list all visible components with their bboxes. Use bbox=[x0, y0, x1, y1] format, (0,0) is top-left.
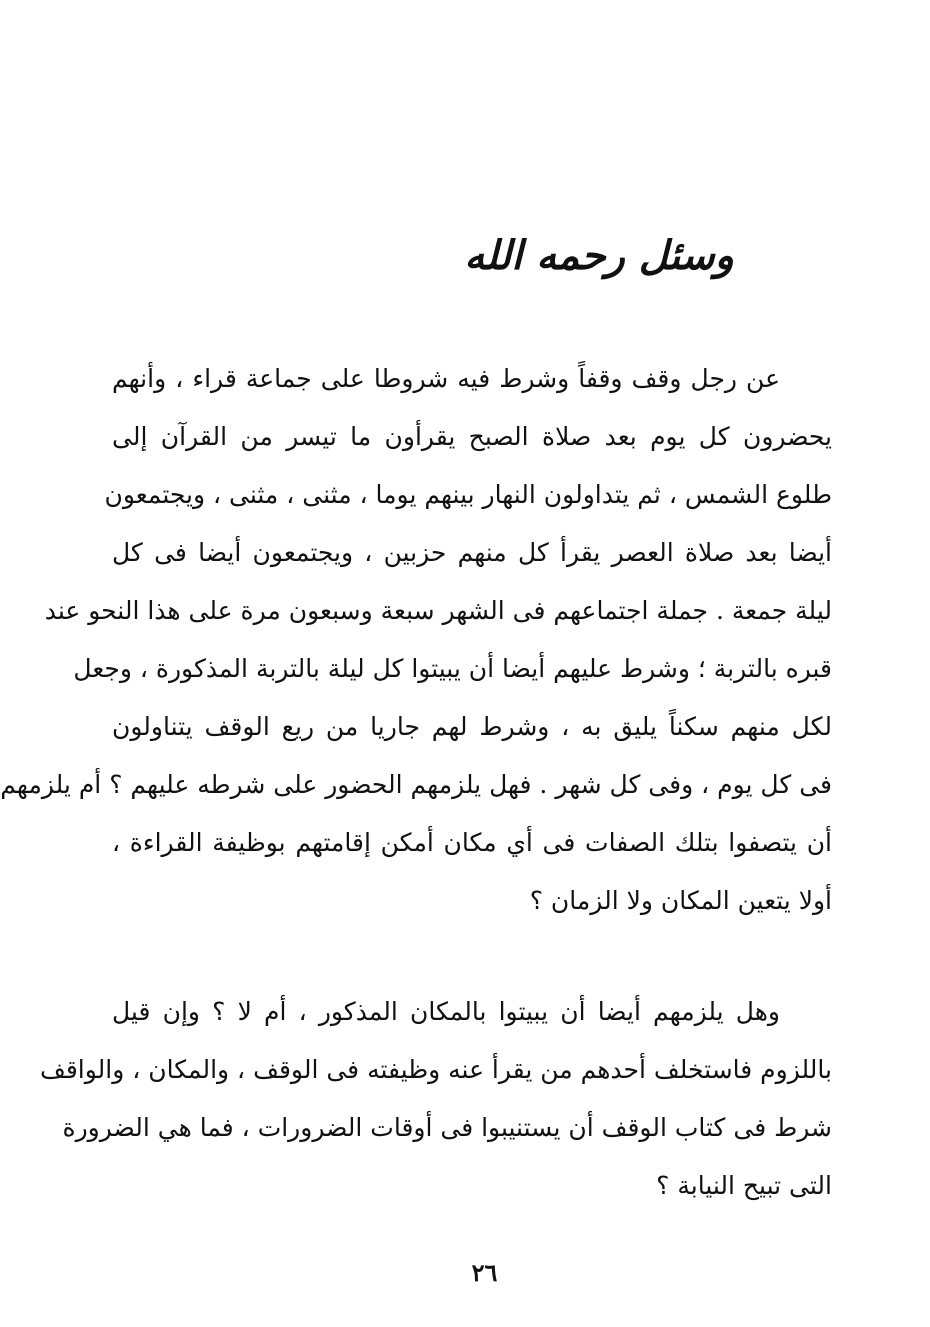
text-line: طلوع الشمس ، ثم يتداولون النهار بينهم يوما ، مثنى ، مثنى ، ويجتمعون bbox=[104, 480, 832, 509]
text-line: يحضرون كل يوم بعد صلاة الصبح يقرأون ما تيسر من القرآن إلى bbox=[112, 422, 832, 451]
section-heading: وسئل رحمه الله bbox=[464, 233, 734, 279]
page-number: ٢٦ bbox=[471, 1258, 498, 1287]
text-line: التى تبيح النيابة ؟ bbox=[656, 1171, 832, 1200]
text-line: أيضا بعد صلاة العصر يقرأ كل منهم حزبين ، ويجتمعون أيضا فى كل bbox=[112, 538, 832, 567]
text-line: لكل منهم سكناً يليق به ، وشرط لهم جاريا من ريع الوقف يتناولون bbox=[112, 712, 832, 741]
text-line: وهل يلزمهم أيضا أن يبيتوا بالمكان المذكور ، أم لا ؟ وإن قيل bbox=[112, 997, 780, 1026]
text-line: فى كل يوم ، وفى كل شهر . فهل يلزمهم الحضور على شرطه عليهم ؟ أم يلزمهم bbox=[0, 770, 832, 799]
text-line: أن يتصفوا بتلك الصفات فى أي مكان أمكن إقامتهم بوظيفة القراءة ، bbox=[112, 828, 832, 857]
paragraph-question bbox=[0, 350, 832, 930]
text-line: ليلة جمعة . جملة اجتماعهم فى الشهر سبعة وسبعون مرة على هذا النحو عند bbox=[44, 596, 832, 625]
text-line: شرط فى كتاب الوقف أن يستنيبوا فى أوقات الضرورات ، فما هي الضرورة bbox=[62, 1113, 832, 1142]
text-line: أولا يتعين المكان ولا الزمان ؟ bbox=[529, 886, 832, 915]
text-line: قبره بالتربة ؛ وشرط عليهم أيضا أن يبيتوا كل ليلة بالتربة المذكورة ، وجعل bbox=[73, 654, 832, 683]
paragraph-followup bbox=[39, 983, 832, 1215]
text-line: عن رجل وقف وقفاً وشرط فيه شروطا على جماعة قراء ، وأنهم bbox=[112, 364, 780, 393]
text-line: باللزوم فاستخلف أحدهم من يقرأ عنه وظيفته فى الوقف ، والمكان ، والواقف bbox=[39, 1055, 832, 1084]
